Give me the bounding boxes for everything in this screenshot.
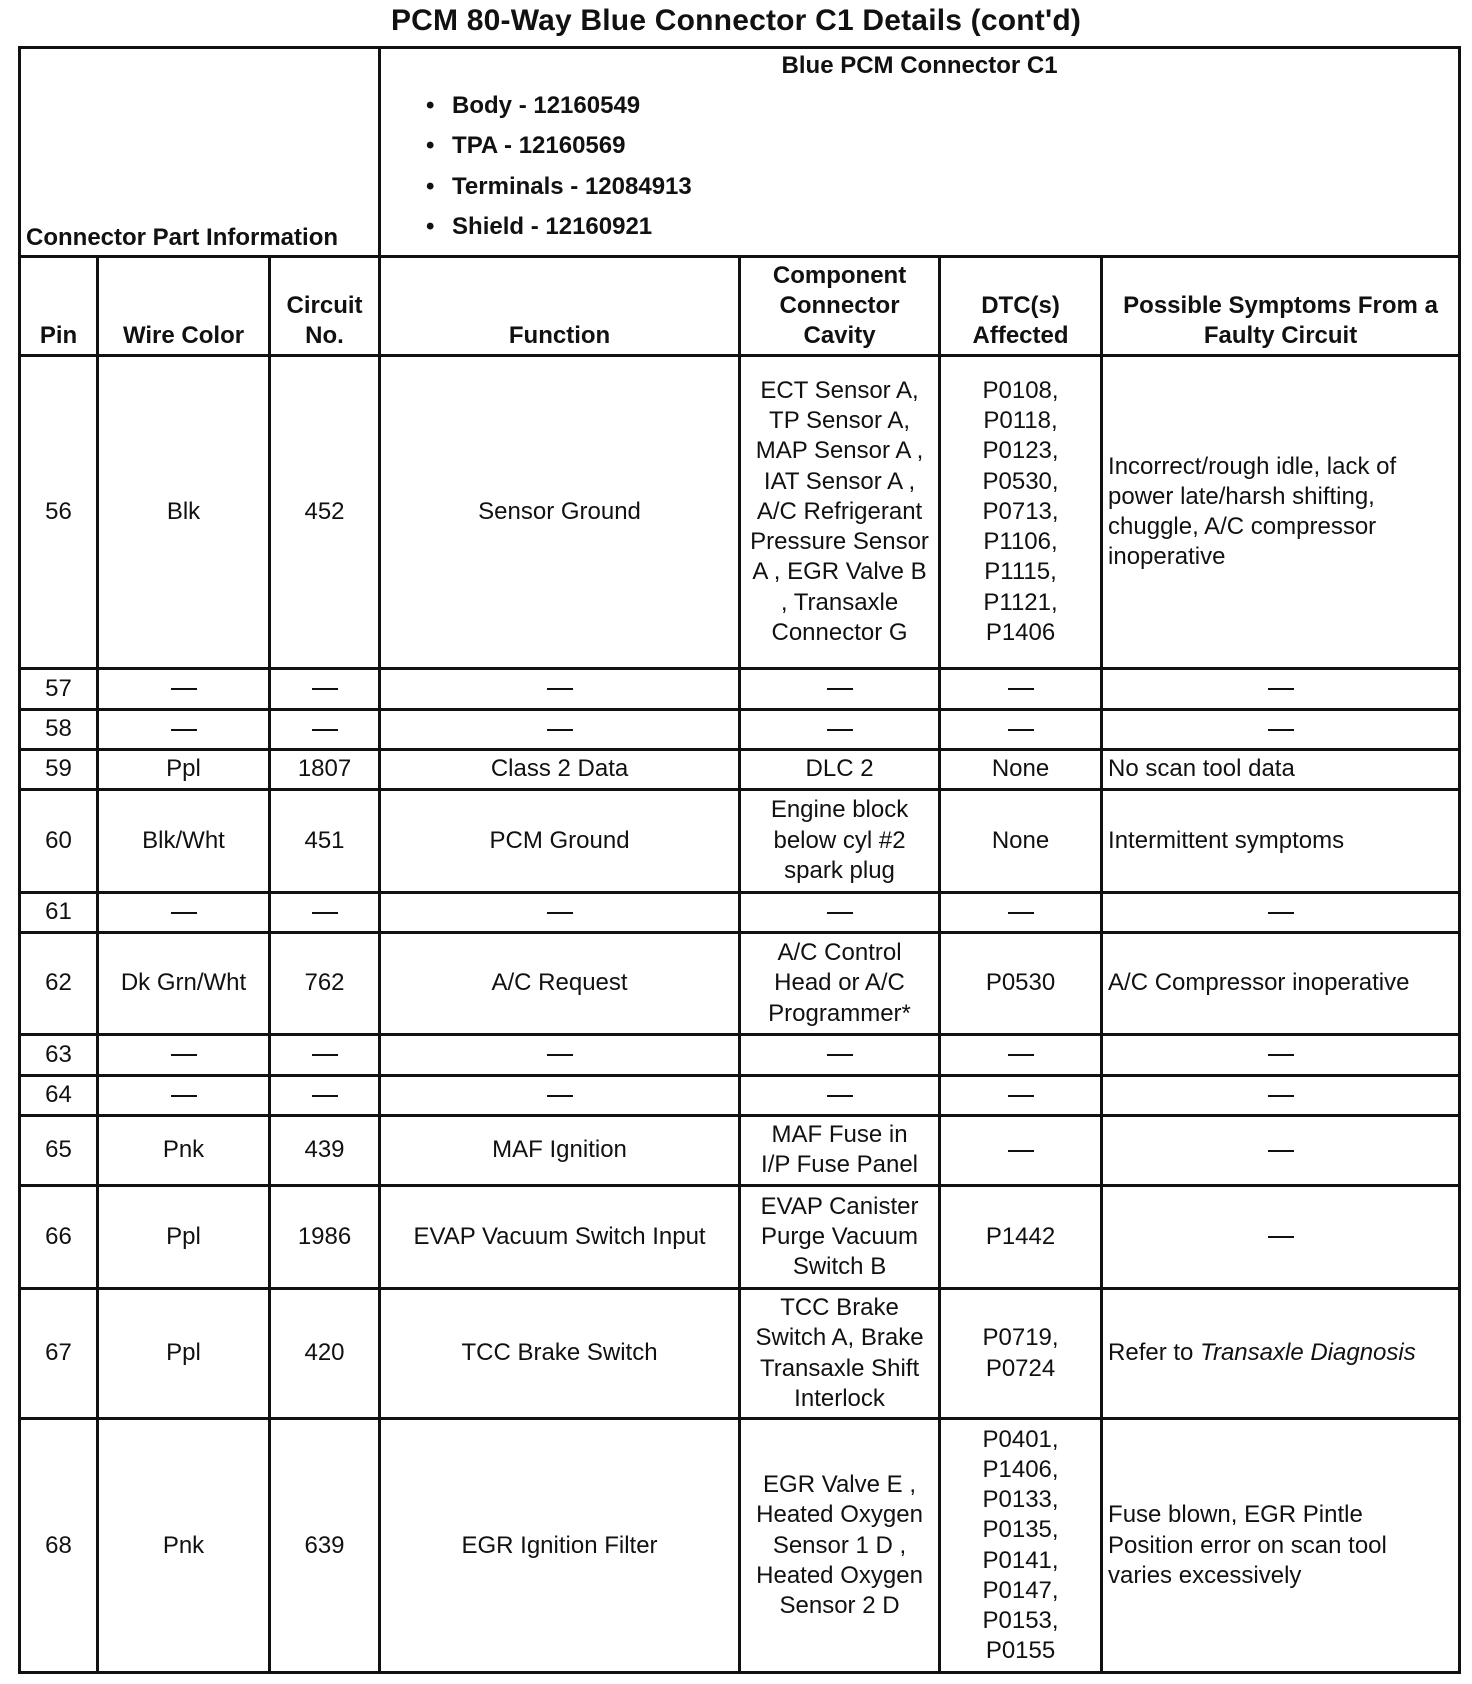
function-cell: MAF Ignition — [380, 1115, 740, 1185]
table-row — [20, 1035, 1460, 1075]
empty-cell — [940, 1035, 1102, 1075]
empty-cell — [1102, 1035, 1460, 1075]
column-header-circuit: Circuit No. — [270, 257, 380, 355]
empty-cell — [740, 669, 940, 709]
circuit-cell: 451 — [270, 790, 380, 893]
pin-cell: 60 — [20, 790, 98, 893]
table-row — [20, 1288, 1460, 1419]
wire-color-cell: Ppl — [98, 749, 270, 789]
transaxle-diagnosis-reference: Transaxle Diagnosis — [1200, 1339, 1416, 1367]
symptoms-cell: Intermittent symptoms — [1102, 790, 1460, 893]
empty-cell — [380, 709, 740, 749]
dtc-cell: None — [940, 749, 1102, 789]
pin-cell: 66 — [20, 1186, 98, 1289]
column-header-function: Function — [380, 257, 740, 355]
pin-cell: 57 — [20, 669, 98, 709]
cavity-cell: Engine block below cyl #2 spark plug — [740, 790, 940, 893]
pin-cell: 65 — [20, 1115, 98, 1185]
empty-cell — [98, 709, 270, 749]
empty-cell — [1102, 1075, 1460, 1115]
symptoms-cell: A/C Compressor inoperative — [1102, 932, 1460, 1035]
column-header-dtc: DTC(s) Affected — [940, 257, 1102, 355]
table-row — [20, 1075, 1460, 1115]
symptoms-cell: Incorrect/rough idle, lack of power late/harsh shifting, chuggle, A/C compressor inoperative — [1102, 355, 1460, 669]
empty-cell — [740, 892, 940, 932]
pin-cell: 56 — [20, 355, 98, 669]
empty-cell — [270, 1075, 380, 1115]
pin-cell: 68 — [20, 1419, 98, 1673]
empty-cell — [380, 669, 740, 709]
wire-color-cell: Ppl — [98, 1186, 270, 1289]
empty-cell — [270, 709, 380, 749]
pin-cell: 64 — [20, 1075, 98, 1115]
wire-color-cell: Dk Grn/Wht — [98, 932, 270, 1035]
cavity-cell: EGR Valve E , Heated Oxygen Sensor 1 D , Heated Oxygen Sensor 2 D — [740, 1419, 940, 1673]
wire-color-cell: Blk/Wht — [98, 790, 270, 893]
circuit-cell: 762 — [270, 932, 380, 1035]
function-cell: EGR Ignition Filter — [380, 1419, 740, 1673]
empty-cell — [380, 1075, 740, 1115]
circuit-cell: 452 — [270, 355, 380, 669]
wire-color-cell: Pnk — [98, 1115, 270, 1185]
empty-cell — [740, 1075, 940, 1115]
circuit-cell: 420 — [270, 1288, 380, 1419]
empty-cell — [98, 892, 270, 932]
table-row — [20, 709, 1460, 749]
dtc-cell: P0401, P1406, P0133, P0135, P0141, P0147, P0153, P0155 — [940, 1419, 1102, 1673]
function-cell: TCC Brake Switch — [380, 1288, 740, 1419]
pcm-connector-table — [18, 46, 1461, 1674]
dtc-cell: P0719, P0724 — [940, 1288, 1102, 1419]
function-cell: A/C Request — [380, 932, 740, 1035]
table-row — [20, 355, 1460, 669]
table-row — [20, 1115, 1460, 1185]
part-item: • Body - 12160549 — [426, 91, 1453, 121]
circuit-cell: 1986 — [270, 1186, 380, 1289]
empty-cell — [270, 1035, 380, 1075]
pin-cell: 61 — [20, 892, 98, 932]
wire-color-cell: Pnk — [98, 1419, 270, 1673]
symptoms-cell — [1102, 1288, 1460, 1419]
pin-cell: 63 — [20, 1035, 98, 1075]
pin-cell: 67 — [20, 1288, 98, 1419]
empty-cell — [1102, 709, 1460, 749]
symptoms-cell: No scan tool data — [1102, 749, 1460, 789]
empty-cell — [98, 1035, 270, 1075]
empty-cell — [940, 669, 1102, 709]
pin-cell: 62 — [20, 932, 98, 1035]
circuit-cell: 439 — [270, 1115, 380, 1185]
function-cell: Sensor Ground — [380, 355, 740, 669]
table-row — [20, 892, 1460, 932]
page-title: PCM 80-Way Blue Connector C1 Details (cont'd) — [390, 4, 1082, 37]
table-row — [20, 1419, 1460, 1673]
empty-cell — [1102, 1115, 1460, 1185]
table-row — [20, 1186, 1460, 1289]
symptoms-cell: Fuse blown, EGR Pintle Position error on scan tool varies excessively — [1102, 1419, 1460, 1673]
connector-name: Blue PCM Connector C1 — [781, 52, 1058, 79]
empty-cell — [740, 1035, 940, 1075]
function-cell: EVAP Vacuum Switch Input — [380, 1186, 740, 1289]
cavity-cell: EVAP Canister Purge Vacuum Switch B — [740, 1186, 940, 1289]
function-cell: Class 2 Data — [380, 749, 740, 789]
empty-cell — [940, 709, 1102, 749]
symptoms-refer-text: Refer to — [1108, 1339, 1194, 1367]
connector-part-info — [380, 48, 1460, 257]
pin-cell: 58 — [20, 709, 98, 749]
empty-cell — [1102, 892, 1460, 932]
empty-cell — [270, 669, 380, 709]
cavity-cell: DLC 2 — [740, 749, 940, 789]
column-header-cavity: Component Connector Cavity — [740, 257, 940, 355]
connector-info-row — [20, 48, 1460, 257]
table-row — [20, 749, 1460, 789]
cavity-cell: ECT Sensor A, TP Sensor A, MAP Sensor A , IAT Sensor A , A/C Refrigerant Pressure Sensor A , EGR Valve B , Transaxle Connector G — [740, 355, 940, 669]
table-row — [20, 669, 1460, 709]
cavity-cell: MAF Fuse in I/P Fuse Panel — [740, 1115, 940, 1185]
empty-cell — [1102, 1186, 1460, 1289]
column-header-wire-color: Wire Color — [98, 257, 270, 355]
column-header-row — [20, 257, 1460, 355]
empty-cell — [940, 892, 1102, 932]
empty-cell — [940, 1075, 1102, 1115]
table-row — [20, 932, 1460, 1035]
column-header-pin: Pin — [20, 257, 98, 355]
dtc-cell: None — [940, 790, 1102, 893]
empty-cell — [98, 669, 270, 709]
cavity-cell: TCC Brake Switch A, Brake Transaxle Shift Interlock — [740, 1288, 940, 1419]
part-item: • TPA - 12160569 — [426, 131, 1453, 161]
circuit-cell: 639 — [270, 1419, 380, 1673]
pin-cell: 59 — [20, 749, 98, 789]
dtc-cell: P0108, P0118, P0123, P0530, P0713, P1106, P1115, P1121, P1406 — [940, 355, 1102, 669]
empty-cell — [1102, 669, 1460, 709]
circuit-cell: 1807 — [270, 749, 380, 789]
cavity-cell: A/C Control Head or A/C Programmer* — [740, 932, 940, 1035]
column-header-symptoms: Possible Symptoms From a Faulty Circuit — [1102, 257, 1460, 355]
empty-cell — [380, 892, 740, 932]
table-row — [20, 790, 1460, 893]
empty-cell — [270, 892, 380, 932]
empty-cell — [98, 1075, 270, 1115]
dtc-cell: P0530 — [940, 932, 1102, 1035]
part-item: • Terminals - 12084913 — [426, 172, 1453, 202]
wire-color-cell: Ppl — [98, 1288, 270, 1419]
part-number-list — [386, 91, 1453, 242]
empty-cell — [940, 1115, 1102, 1185]
part-item: • Shield - 12160921 — [426, 212, 1453, 242]
empty-cell — [740, 709, 940, 749]
wire-color-cell: Blk — [98, 355, 270, 669]
function-cell: PCM Ground — [380, 790, 740, 893]
empty-cell — [380, 1035, 740, 1075]
dtc-cell: P1442 — [940, 1186, 1102, 1289]
connector-part-info-label: Connector Part Information — [20, 48, 380, 257]
